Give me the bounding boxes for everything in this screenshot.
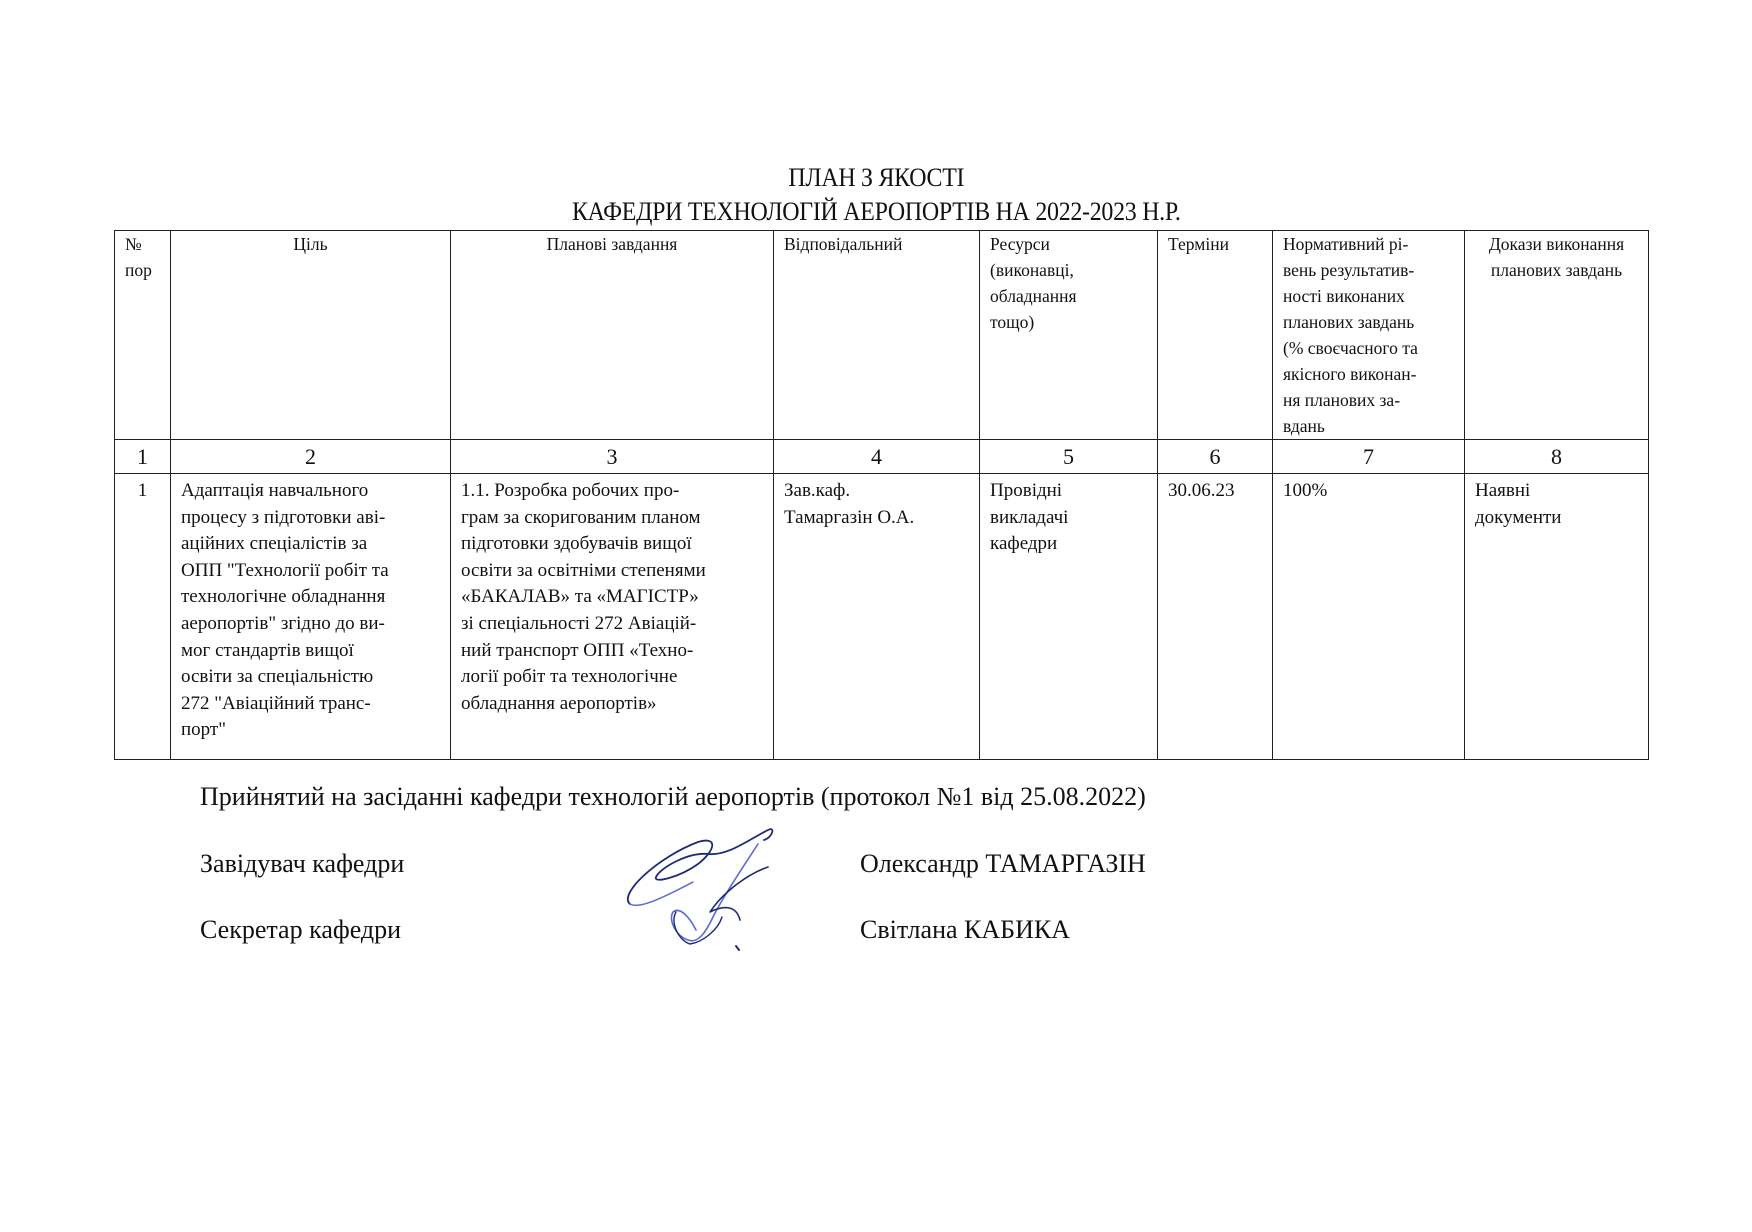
secretary-name: Світлана КАБИКА xyxy=(860,915,1070,944)
header-responsible: Відповідальний xyxy=(774,231,980,440)
header-resources: Ресурси (виконавці, обладнання тощо) xyxy=(980,231,1158,440)
row-evidence: Наявні документи xyxy=(1465,474,1649,760)
column-number-row xyxy=(115,440,1649,474)
column-number: 8 xyxy=(1465,440,1649,474)
document-title-line-1: ПЛАН З ЯКОСТІ xyxy=(788,163,965,192)
column-number: 7 xyxy=(1273,440,1465,474)
signature-stroke xyxy=(628,829,773,904)
quality-plan-table xyxy=(114,230,1649,760)
column-number: 5 xyxy=(980,440,1158,474)
header-number: № пор xyxy=(115,231,171,440)
header-normative-level: Нормативний рі- вень результатив- ності виконаних планових завдань (% своєчасного та якісного виконан- ня планових за- вдань xyxy=(1273,231,1465,440)
header-goal: Ціль xyxy=(171,231,451,440)
column-number: 2 xyxy=(171,440,451,474)
approval-statement: Прийнятий на засіданні кафедри технологій аеропортів (протокол №1 від 25.08.2022) xyxy=(200,782,1146,811)
signature-stroke xyxy=(630,882,693,905)
column-number: 6 xyxy=(1158,440,1273,474)
secretary-role: Секретар кафедри xyxy=(200,915,402,944)
column-number: 4 xyxy=(774,440,980,474)
row-goal: Адаптація навчального процесу з підготовки аві- аційних спеціалістів за ОПП "Технології робіт та технологічне обладнання аеропортів" згідно до ви- мог стандартів вищої освіти за спеціальністю 272 "Авіаційний транс- порт" xyxy=(171,474,451,760)
document-title-line-2: КАФЕДРИ ТЕХНОЛОГІЙ АЕРОПОРТІВ НА 2022-2023 Н.Р. xyxy=(571,197,1181,226)
signature-stroke xyxy=(736,946,739,950)
signature-stroke xyxy=(710,867,768,920)
column-number: 1 xyxy=(115,440,171,474)
row-normative-level: 100% xyxy=(1273,474,1465,760)
head-of-department-name: Олександр ТАМАРГАЗІН xyxy=(860,849,1146,878)
table-header-row xyxy=(115,231,1649,440)
row-planned-tasks: 1.1. Розробка робочих про- грам за скоригованим планом підготовки здобувачів вищої освіти за освітніми степенями «БАКАЛАВ» та «МАГІСТР» зі спеціальності 272 Авіацій- ний транспорт ОПП «Техно- логії робіт та технологічне обладнання аеропортів» xyxy=(451,474,774,760)
row-responsible: Зав.каф. Тамаргазін О.А. xyxy=(774,474,980,760)
header-evidence: Докази виконання планових завдань xyxy=(1465,231,1649,440)
column-number: 3 xyxy=(451,440,774,474)
handwritten-signature xyxy=(618,822,778,952)
row-resources: Провідні викладачі кафедри xyxy=(980,474,1158,760)
head-of-department-role: Завідувач кафедри xyxy=(200,849,405,878)
row-deadline: 30.06.23 xyxy=(1158,474,1273,760)
table-row xyxy=(115,474,1649,760)
header-deadline: Терміни xyxy=(1158,231,1273,440)
row-number: 1 xyxy=(115,474,171,760)
header-planned-tasks: Планові завдання xyxy=(451,231,774,440)
